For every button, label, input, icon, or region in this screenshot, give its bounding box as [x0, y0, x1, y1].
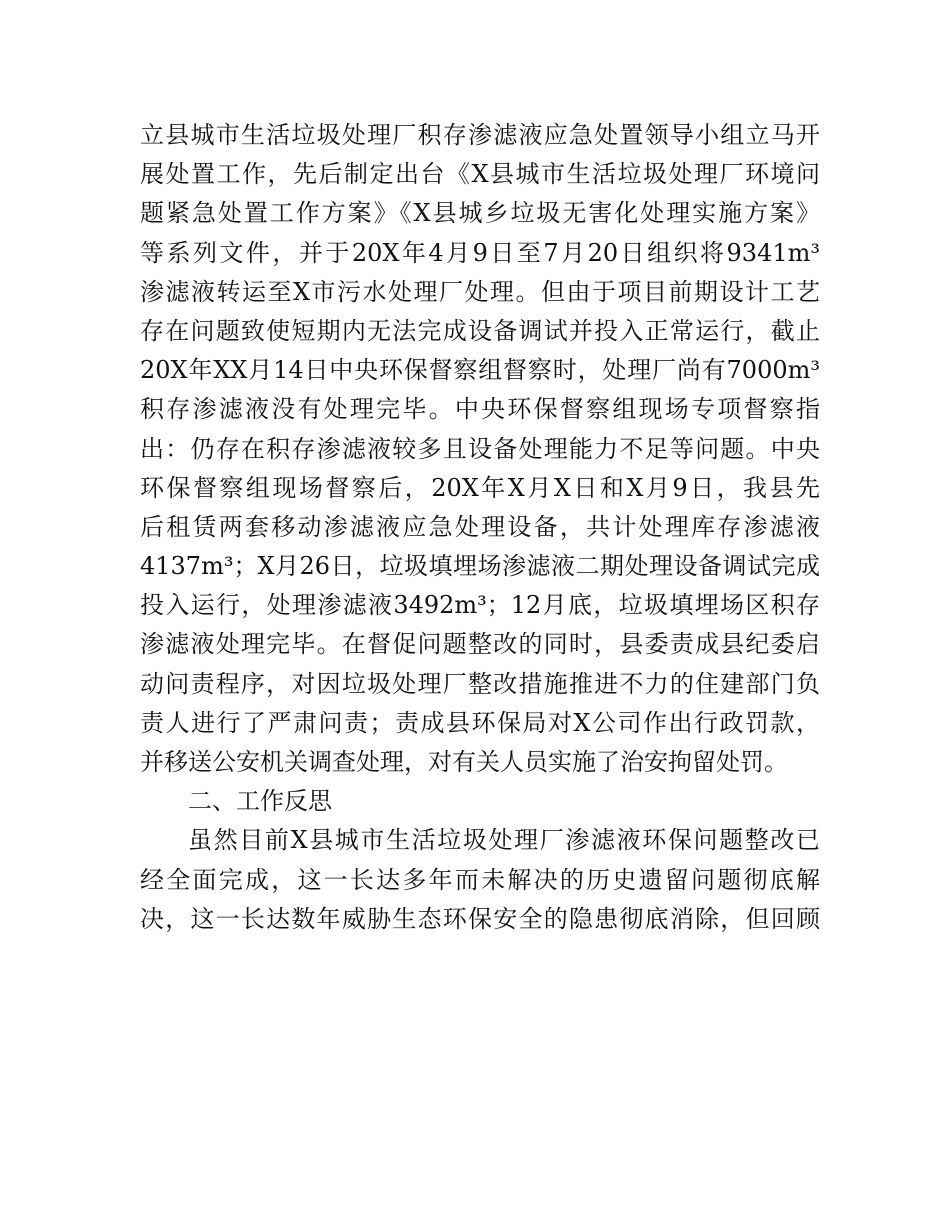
text-line: 决，这一长达数年威胁生态环保安全的隐患彻底消除，但回顾	[140, 904, 820, 933]
text-line: 展处置工作，先后制定出台《X县城市生活垃圾处理厂环境问	[140, 160, 820, 189]
text-line: 投入运行，处理渗滤液3492m³；12月底，垃圾填埋场区积存	[140, 591, 820, 620]
section-heading: 二、工作反思	[188, 787, 332, 816]
text-line: 渗滤液转运至X市污水处理厂处理。但由于项目前期设计工艺	[140, 277, 820, 306]
text-line: 积存渗滤液没有处理完毕。中央环保督察组现场专项督察指	[140, 395, 820, 424]
text-line: 后租赁两套移动渗滤液应急处理设备，共计处理库存渗滤液	[140, 512, 820, 541]
paragraph-work-reflection	[140, 821, 820, 939]
text-line: 存在问题致使短期内无法完成设备调试并投入正常运行，截止	[140, 316, 820, 345]
text-line: 渗滤液处理完毕。在督促问题整改的同时，县委责成县纪委启	[140, 630, 820, 659]
text-line: 出：仍存在积存渗滤液较多且设备处理能力不足等问题。中央	[140, 434, 820, 463]
text-line: 并移送公安机关调查处理，对有关人员实施了治安拘留处罚。	[140, 748, 788, 776]
text-line: 等系列文件，并于20X年4月9日至7月20日组织将9341m³	[140, 238, 820, 267]
text-line: 立县城市生活垃圾处理厂积存渗滤液应急处置领导小组立马开	[140, 121, 820, 149]
text-line: 题紧急处置工作方案》《X县城乡垃圾无害化处理实施方案》	[140, 199, 820, 228]
text-line: 4137m³；X月26日，垃圾填埋场渗滤液二期处理设备调试完成	[140, 552, 820, 581]
text-line: 责人进行了严肃问责；责成县环保局对X公司作出行政罚款，	[140, 708, 820, 737]
document-body	[140, 116, 820, 939]
text-line: 20X年XX月14日中央环保督察组督察时，处理厂尚有7000m³	[140, 356, 820, 385]
text-line: 环保督察组现场督察后，20X年X月X日和X月9日，我县先	[140, 473, 820, 502]
text-line: 虽然目前X县城市生活垃圾处理厂渗滤液环保问题整改已	[188, 826, 820, 855]
text-line: 经全面完成，这一长达多年而未解决的历史遗留问题彻底解	[140, 865, 820, 894]
text-line: 动问责程序，对因垃圾处理厂整改措施推进不力的住建部门负	[140, 669, 820, 698]
paragraph-remediation-progress	[140, 116, 820, 782]
